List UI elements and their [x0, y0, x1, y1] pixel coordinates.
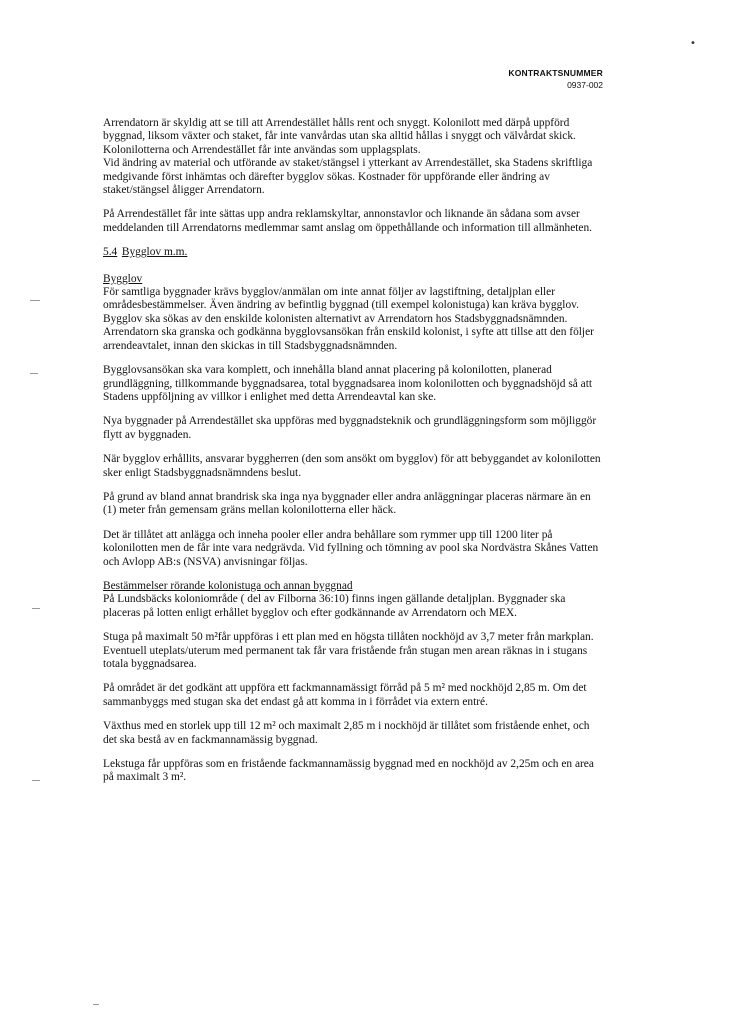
scan-margin-mark	[93, 1004, 99, 1005]
scan-margin-mark	[30, 373, 38, 374]
contract-number-value: 0937-002	[567, 80, 603, 90]
paragraph: Arrendatorn är skyldig att se till att Arrendestället hålls rent och snyggt. Kolonilott med därpå uppförd byggnad, liksom växter och staket, får inte vanvårdas utan ska alltid hållas i snyggt och välvårdat skick. Kolonilotterna och Arrendestället får inte användas som upplagsplats.	[103, 117, 576, 156]
scan-margin-mark	[32, 780, 40, 781]
contract-header	[508, 68, 603, 90]
paragraph: På Arrendestället får inte sättas upp andra reklamskyltar, annonstavlor och liknande än sådana som avser meddelanden till Arrendatorns medlemmar samt anslag om öppethållande och information till allmänheten.	[103, 208, 593, 234]
paragraph: Vid ändring av material och utförande av staket/stängsel i ytterkant av Arrendestället, ska Stadens skriftliga medgivande först inhämtas och därefter bygglov sökas. Kostnader för uppförande eller ändring av staket/stängsel åligger Arrendatorn.	[103, 157, 593, 197]
paragraph: På Lundsbäcks koloniområde ( del av Filborna 36:10) finns ingen gällande detaljplan. Byggnader ska placeras på lotten enligt erhållet bygglov och efter godkännande av Arrendatorn och MEX.	[103, 593, 566, 619]
paragraph: Växthus med en storlek upp till 12 m² och maximalt 2,85 m i nockhöjd är tillåtet som fristående enhet, och det ska bestå av en fackmannamässig byggnad.	[103, 720, 590, 746]
section-number: 5.4	[103, 246, 118, 259]
paragraph: För samtliga byggnader krävs bygglov/anmälan om inte annat följer av lagstiftning, detaljplan eller områdesbestämmelser. Även ändring av befintlig byggnad (till exempel kolonistuga) kan kräva bygglov. Bygglov ska sökas av den enskilde kolonisten alternativt av Arrendatorn hos Stadsbyggnadsnämnden. Arrendatorn ska granska och godkänna bygglovsansökan från enskild kolonist, i syfte att tillse att den följer arrendeavtalet, innan den skickas in till Stadsbyggnadsnämnden.	[103, 286, 594, 352]
paragraph: Lekstuga får uppföras som en fristående fackmannamässig byggnad med en nockhöjd av 2,25m och en area på maximalt 3 m².	[103, 758, 594, 784]
scan-margin-mark	[32, 608, 40, 609]
subheading-bestammelser: Bestämmelser rörande kolonistuga och annan byggnad	[103, 579, 353, 592]
paragraph: Nya byggnader på Arrendestället ska uppföras med byggnadsteknik och grundläggningsform som möjliggör flytt av byggnaden.	[103, 415, 597, 441]
paragraph: På grund av bland annat brandrisk ska inga nya byggnader eller andra anläggningar placeras närmare än en (1) meter från gemensam gräns mellan kolonilotterna eller häck.	[103, 490, 591, 517]
paragraph: Stuga på maximalt 50 m²får uppföras i ett plan med en högsta tillåten nockhöjd av 3,7 meter från markplan. Eventuell uteplats/uterum med permanent tak får vara fristående från stugan men arean räknas in i stugans totala byggnadsarea.	[103, 631, 594, 670]
paragraph: När bygglov erhållits, ansvarar byggherren (den som ansökt om bygglov) för att bebyggandet av kolonilotten sker enligt Stadsbyggnadsnämndens beslut.	[103, 453, 601, 479]
subheading-bygglov: Bygglov	[103, 272, 143, 285]
section-title: Bygglov m.m.	[121, 246, 188, 259]
paragraph: Det är tillåtet att anlägga och inneha pooler eller andra behållare som rymmer upp till 1200 liter på kolonilotten men de får inte vara nedgrävda. Vid fyllning och tömning av pool ska Nordvästra Skånes Vatten och Avlopp AB:s (NSVA) anvisningar följas.	[103, 528, 599, 568]
paragraph: Bygglovsansökan ska vara komplett, och innehålla bland annat placering på kolonilotten, planerad grundläggning, tillkommande byggnadsarea, total byggnadsarea inom kolonilotten och byggnadshöjd så att Stadens uppföljning av villkor i enlighet med detta Arrendeavtal kan ske.	[103, 364, 593, 403]
section-heading	[103, 246, 603, 259]
scan-margin-mark	[30, 300, 40, 301]
contract-number-label: KONTRAKTSNUMMER	[508, 68, 603, 78]
scan-artifact-mark: •	[690, 38, 696, 49]
paragraph: På området är det godkänt att uppföra ett fackmannamässigt förråd på 5 m² med nockhöjd 2,85 m. Om det sammanbyggs med stugan ska det endast gå att komma in i förrådet via extern entré.	[103, 682, 587, 708]
document-body	[103, 117, 603, 796]
